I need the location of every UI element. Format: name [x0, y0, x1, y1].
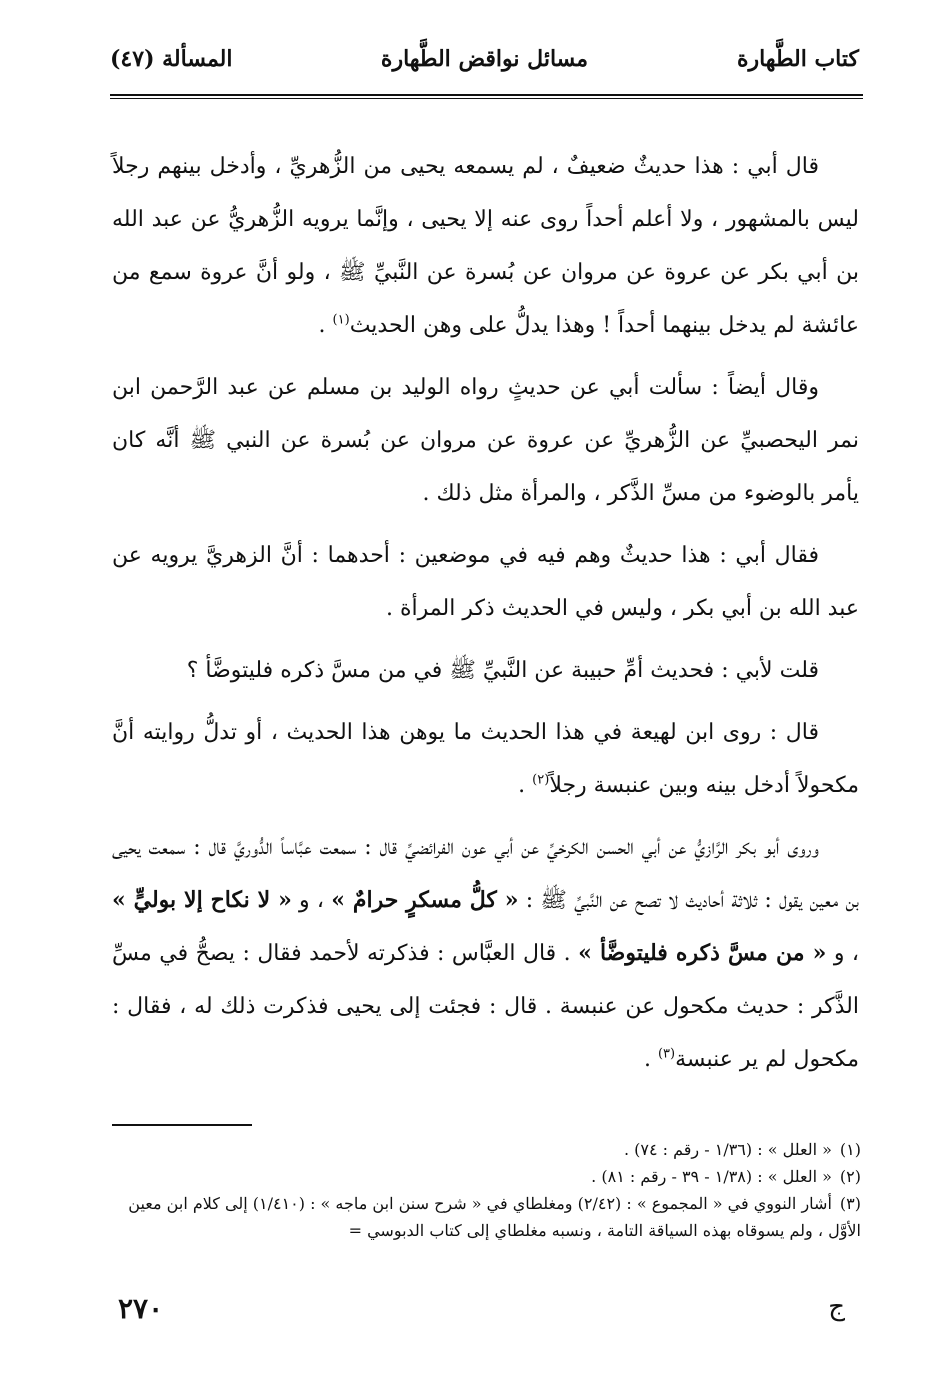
issue-number: المسألة (٤٧)	[110, 46, 233, 72]
hadith-quote: « كلُّ مسكرٍ حرامٌ »	[331, 887, 519, 913]
paragraph: وقال أيضاً : سألت أبي عن حديثٍ رواه الوليد بن مسلم عن عبد الرَّحمن ابن نمر اليحصبيِّ عن الزُّهريِّ عن عروة عن مروان عن بُسرة عن النبي ﷺ أنَّه كان يأمر بالوضوء من مسِّ الذَّكر ، والمرأة مثل ذلك .	[112, 375, 859, 506]
footnote-number: (١)	[839, 1140, 861, 1159]
paragraph: فقال أبي : هذا حديثٌ وهم فيه في موضعين : أحدهما : أنَّ الزهريَّ يرويه عن عبد الله بن أبي بكر ، وليس في الحديث ذكر المرأة .	[112, 543, 859, 621]
paragraph: قلت لأبي : فحديث أمِّ حبيبة عن النَّبيِّ ﷺ في من مسَّ ذكره فليتوضَّأ ؟	[186, 658, 819, 683]
footnote-ref: (٣)	[657, 1046, 676, 1062]
footnote-ref: (٢)	[532, 772, 550, 788]
book-title: كتاب الطَّهارة	[736, 46, 859, 72]
chapter-title: مسائل نواقض الطَّهارة	[380, 46, 589, 72]
footnote: (٣)أشار النووي في « المجموع » : (٢/٤٢) ومغلطاي في « شرح سنن ابن ماجه » : (١/٤١٠) إلى كلام ابن معين الأوَّل ، ولم يسوقاه بهذه السياقة التامة ، ونسبه مغلطاي إلى كتاب الدبوسي =	[128, 1194, 861, 1240]
footnote-ref: (١)	[332, 312, 350, 328]
page-number: ٢٧٠	[118, 1292, 164, 1325]
signature-mark: ج	[828, 1292, 845, 1322]
running-header	[110, 46, 859, 86]
footnote: (١)« العلل » : (١/٣٦ - رقم : ٧٤) .	[623, 1140, 861, 1159]
main-text	[112, 140, 859, 1086]
paragraph: وروى أبو بكر الرَّازيُّ عن أبي الحسن الكرخيِّ عن أبي عون الفرائضيِّ قال : سمعت عبَّاساً الدُّوريَّ قال : سمعت يحيى بن معين يقول : ثلاثة أحاديث لا تصح عن النَّبيِّ ﷺ : « كلُّ مسكرٍ حرامٌ » ، و « لا نكاح إلا بوليٍّ » ، و « من مسَّ ذكره فليتوضَّأ » . قال العبَّاس : فذكرته لأحمد فقال : يصحُّ في مسِّ الذَّكر : حديث مكحول عن عنبسة . قال : فجئت إلى يحيى فذكرت ذلك له ، فقال : مكحول لم ير عنبسة$^{(٣)}$ .	[112, 835, 859, 1072]
footnote-number: (٣)	[839, 1194, 861, 1213]
footnote-number: (٢)	[839, 1167, 861, 1186]
footnote: (٢)« العلل » : (١/٣٨ - ٣٩ - رقم : ٨١) .	[591, 1167, 861, 1186]
paragraph: قال أبي : هذا حديثٌ ضعيفٌ ، لم يسمعه يحيى من الزُّهريِّ ، وأدخل بينهم رجلاً ليس بالمشهور ، ولا أعلم أحداً روى عنه إلا يحيى ، وإنَّما يرويه الزُّهريُّ عن عبد الله بن أبي بكر عن عروة عن مروان عن بُسرة عن النَّبيِّ ﷺ ، ولو أنَّ عروة سمع من عائشة لم يدخل بينهما أحداً ! وهذا يدلُّ على وهن الحديث$^{(١)}$ .	[112, 154, 859, 338]
hadith-quote: « من مسَّ ذكره فليتوضَّأ »	[578, 940, 827, 966]
footnote-divider	[112, 1124, 252, 1126]
header-divider	[110, 94, 863, 99]
hadith-quote: « لا نكاح إلا بوليٍّ »	[112, 887, 292, 913]
paragraph: قال : روى ابن لهيعة في هذا الحديث ما يوهن هذا الحديث ، أو تدلُّ روايته أنَّ مكحولاً أدخل بينه وبين عنبسة رجلاً$^{(٢)}$ .	[112, 720, 859, 798]
footnotes	[108, 1136, 861, 1244]
